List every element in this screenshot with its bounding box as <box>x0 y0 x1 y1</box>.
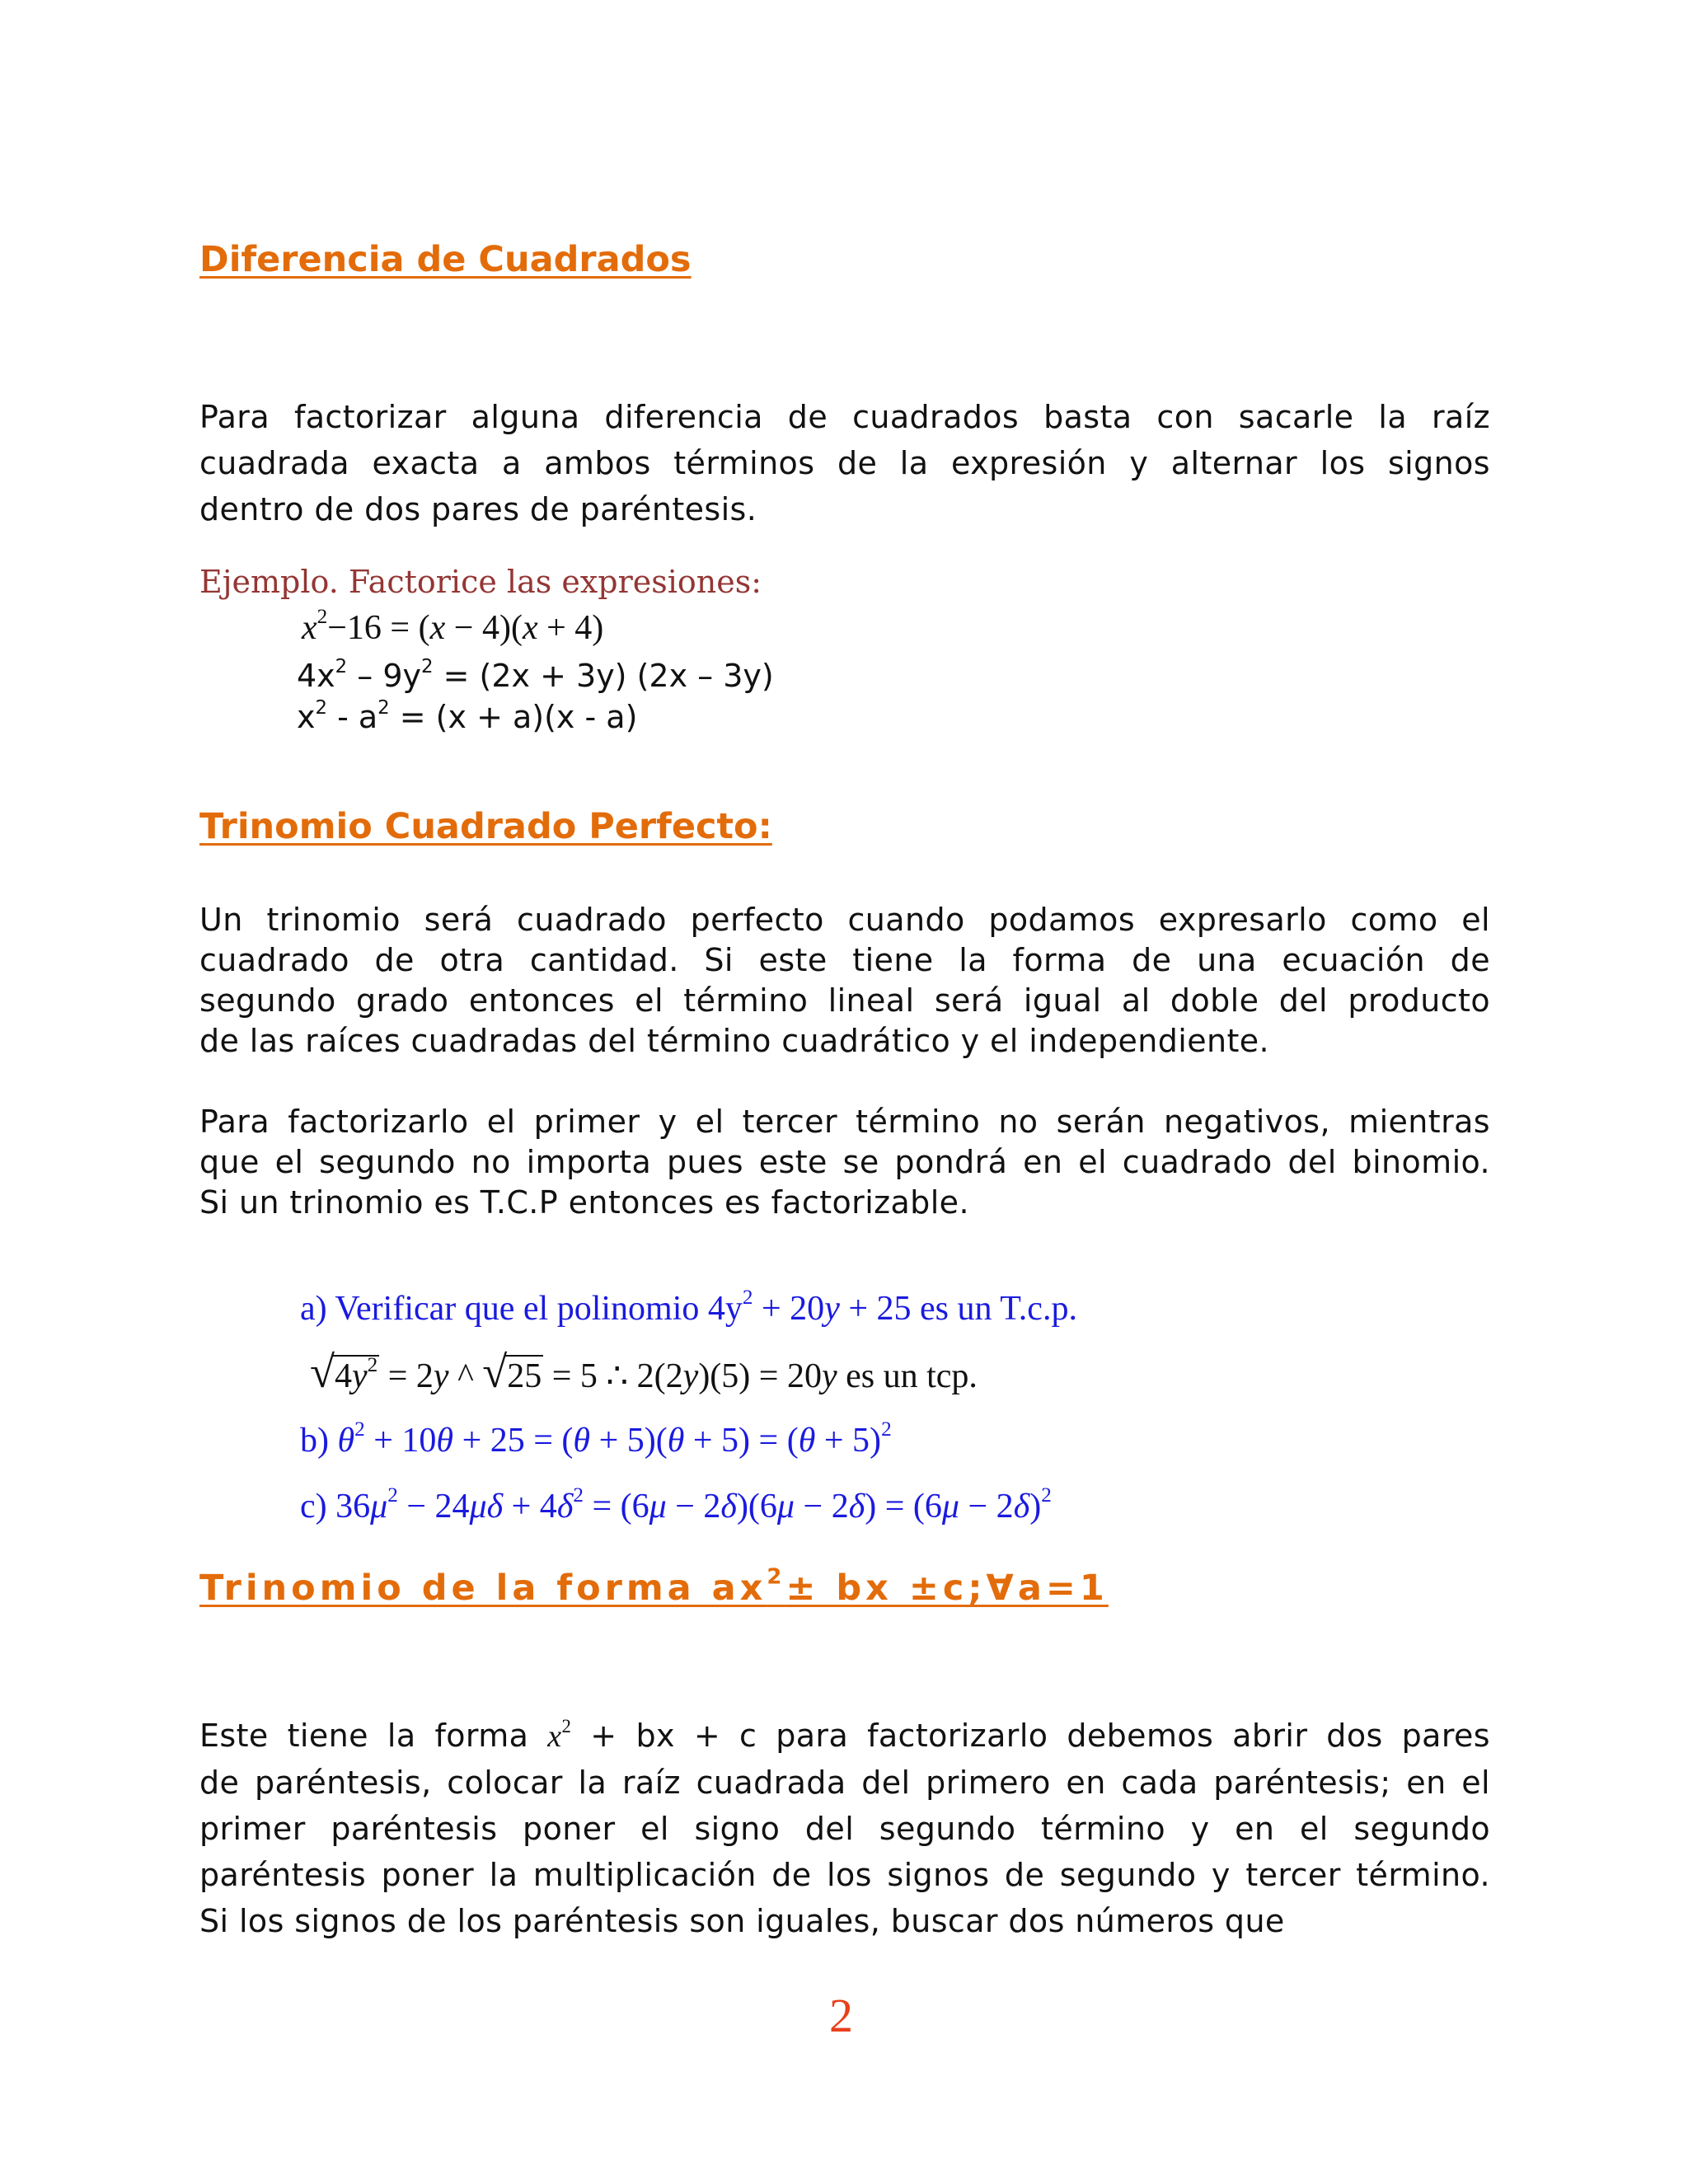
paragraph-line: paréntesis poner la multiplicación de los signos de segundo y tercer término. <box>199 1857 1490 1893</box>
example-equation-2: $4x^2 - 9y^2 = (2x + 3y)$ (2x – 3y) <box>297 655 774 694</box>
paragraph-tcp-definition <box>199 900 1490 1062</box>
paragraph-line: que el segundo no importa pues este se pondrá en el cuadrado del binomio. <box>199 1144 1490 1180</box>
paragraph-line: primer paréntesis poner el signo del segundo término y en el segundo <box>199 1811 1490 1847</box>
example-a-statement: a) Verificar que el polinomio $4y^2 + 20y + 25$ es un T.c.p. <box>300 1286 1077 1328</box>
section-title-trinomio-cuadrado-perfecto: Trinomio Cuadrado Perfecto: <box>199 806 772 847</box>
paragraph-line: Si un trinomio es T.C.P entonces es factorizable. <box>199 1184 969 1221</box>
paragraph-forma <box>199 1713 1490 1944</box>
paragraph-line: Un trinomio será cuadrado perfecto cuando podamos expresarlo como el <box>199 902 1490 938</box>
paragraph-tcp-factorizar <box>199 1102 1490 1223</box>
example-label: Ejemplo. Factorice las expresiones: <box>199 564 762 600</box>
section-title-diferencia-de-cuadrados: Diferencia de Cuadrados <box>199 239 692 280</box>
paragraph-line: Si los signos de los paréntesis son iguales, buscar dos números que <box>199 1903 1285 1939</box>
paragraph-line: dentro de dos pares de paréntesis. <box>199 491 757 527</box>
paragraph-line: cuadrada exacta a ambos términos de la expresión y alternar los signos <box>199 445 1490 481</box>
section-title-trinomio-de-la-forma: Trinomio de la forma $ax^2\pm$ bx ±c;∀a=1 <box>199 1564 1109 1609</box>
paragraph-line: segundo grado entonces el término lineal será igual al doble del producto <box>199 982 1490 1019</box>
paragraph-diferencia <box>199 394 1490 532</box>
example-b-equation: b) $\theta^2 + 10\theta + 25 = (\theta + 5)(\theta + 5) = (\theta + 5)^2$ <box>300 1418 892 1460</box>
paragraph-line: Este tiene la forma $x^2$ + bx + c para factorizarlo debemos abrir dos pares <box>199 1715 1490 1754</box>
example-a-verification: $√4y^2 = 2y$ ^ √25 = 5 ∴ 2(2y)(5) = 20y es un tcp. <box>310 1347 978 1397</box>
paragraph-line: cuadrado de otra cantidad. Si este tiene la forma de una ecuación de <box>199 942 1490 978</box>
paragraph-line: de paréntesis, colocar la raíz cuadrada del primero en cada paréntesis; en el <box>199 1765 1490 1801</box>
paragraph-line: de las raíces cuadradas del término cuadrático y el independiente. <box>199 1023 1270 1059</box>
example-c-equation: c) $36\mu^2 - 24\mu\delta + 4\delta^2 = (6\mu - 2\delta)(6\mu - 2\delta) = (6\mu - 2\delta)^2$ <box>300 1484 1052 1526</box>
paragraph-line: Para factorizar alguna diferencia de cuadrados basta con sacarle la raíz <box>199 399 1490 435</box>
page-number: 2 <box>829 1989 853 2042</box>
example-equation-3: $x^2 - a^2 = (x + a)(x - a)$ <box>297 696 638 735</box>
example-equation-1: $x^2-16 = (x - 4)(x + 4)$ <box>302 606 604 647</box>
paragraph-line: Para factorizarlo el primer y el tercer término no serán negativos, mientras <box>199 1104 1490 1140</box>
